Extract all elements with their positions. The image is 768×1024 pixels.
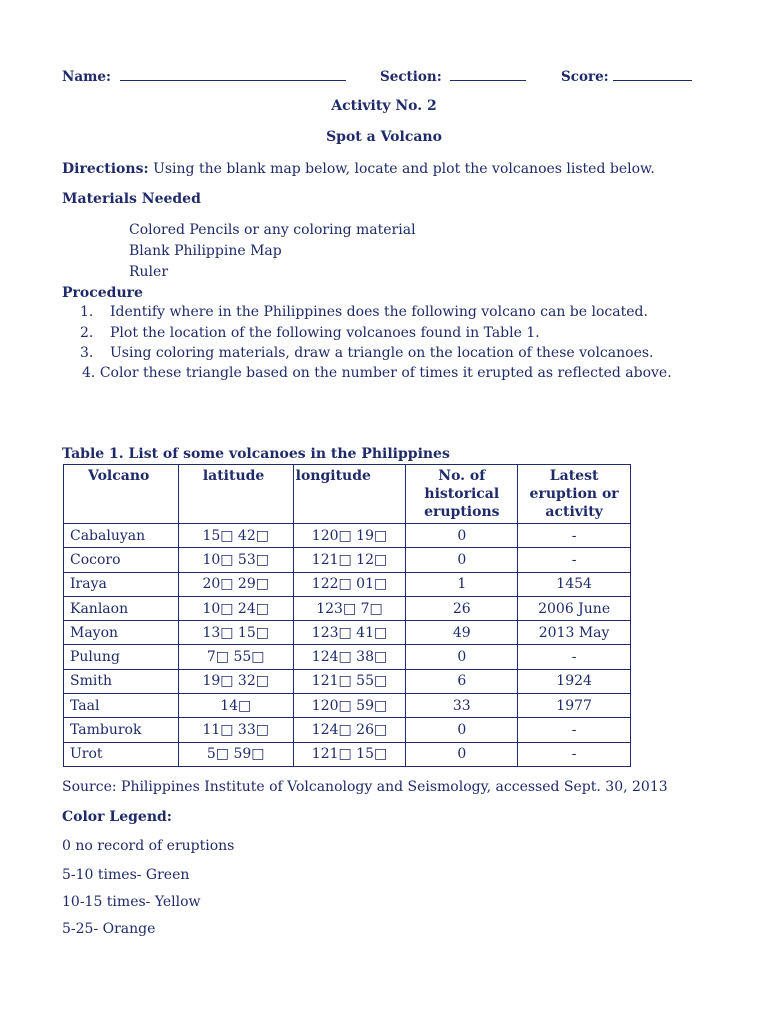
table-row (64, 645, 631, 669)
cell-latitude: 7□ 55□ (178, 645, 293, 669)
column-header-latest: Latest eruption or activity (518, 465, 631, 524)
score-field[interactable] (561, 66, 692, 86)
cell-latest: - (518, 548, 631, 572)
source-note: Source: Philippines Institute of Volcanology and Seismology, accessed Sept. 30, 2013 (62, 779, 668, 795)
score-label: Score: (561, 69, 609, 85)
cell-volcano: Smith (64, 669, 179, 693)
cell-longitude: 123□ 41□ (293, 621, 406, 645)
procedure-step (62, 323, 682, 344)
table-row (64, 572, 631, 596)
cell-eruptions: 1 (406, 572, 518, 596)
cell-volcano: Iraya (64, 572, 179, 596)
column-header-eruptions: No. of historical eruptions (406, 465, 518, 524)
procedure-step-number: 4. (82, 365, 96, 382)
cell-volcano: Kanlaon (64, 596, 179, 620)
table-row (64, 524, 631, 548)
procedure-step-text: Plot the location of the following volcanoes found in Table 1. (110, 324, 540, 341)
procedure-step (62, 343, 682, 364)
procedure-step-wrapper (62, 364, 682, 383)
table-row (64, 596, 631, 620)
legend-item: 5-25- Orange (62, 921, 156, 937)
table-row (64, 669, 631, 693)
cell-longitude: 122□ 01□ (293, 572, 406, 596)
cell-latest: 1977 (518, 694, 631, 718)
cell-latitude: 11□ 33□ (178, 718, 293, 742)
legend-heading: Color Legend: (62, 809, 172, 825)
directions-label: Directions: (62, 161, 149, 177)
cell-longitude: 124□ 38□ (293, 645, 406, 669)
cell-latitude: 13□ 15□ (178, 621, 293, 645)
materials-item: Blank Philippine Map (129, 243, 282, 259)
cell-eruptions: 0 (406, 718, 518, 742)
cell-eruptions: 0 (406, 548, 518, 572)
procedure-step-number: 1. (80, 304, 94, 320)
name-label: Name: (62, 69, 111, 85)
cell-latest: - (518, 718, 631, 742)
materials-item: Ruler (129, 264, 169, 280)
cell-volcano: Cabaluyan (64, 524, 179, 548)
cell-longitude: 121□ 15□ (293, 742, 406, 766)
directions-text: Using the blank map below, locate and plot the volcanoes listed below. (153, 161, 655, 177)
score-blank[interactable] (613, 66, 692, 81)
cell-longitude: 121□ 12□ (293, 548, 406, 572)
procedure-list (62, 302, 682, 383)
cell-eruptions: 33 (406, 694, 518, 718)
cell-longitude: 124□ 26□ (293, 718, 406, 742)
activity-title: Activity No. 2 (331, 98, 437, 114)
section-blank[interactable] (450, 66, 526, 81)
cell-latest: - (518, 742, 631, 766)
table-caption: Table 1. List of some volcanoes in the Philippines (62, 446, 450, 462)
cell-latest: 1924 (518, 669, 631, 693)
name-field[interactable] (62, 66, 346, 86)
procedure-step-text: Identify where in the Philippines does the following volcano can be located. (110, 304, 648, 320)
cell-latitude: 19□ 32□ (178, 669, 293, 693)
cell-eruptions: 6 (406, 669, 518, 693)
column-header-volcano: Volcano (64, 465, 179, 524)
cell-volcano: Tamburok (64, 718, 179, 742)
procedure-step-number: 2. (80, 324, 94, 341)
cell-longitude: 120□ 59□ (293, 694, 406, 718)
materials-heading: Materials Needed (62, 191, 201, 207)
section-field[interactable] (380, 66, 526, 86)
table-row (64, 621, 631, 645)
table-row (64, 742, 631, 766)
cell-longitude: 121□ 55□ (293, 669, 406, 693)
table-header-row (64, 465, 631, 524)
cell-latitude: 14□ (178, 694, 293, 718)
procedure-step-number: 3. (80, 345, 94, 362)
cell-latest: - (518, 524, 631, 548)
legend-item: 10-15 times- Yellow (62, 894, 201, 910)
cell-latest: - (518, 645, 631, 669)
cell-volcano: Urot (64, 742, 179, 766)
materials-item: Colored Pencils or any coloring material (129, 222, 416, 238)
column-header-latitude: latitude (178, 465, 293, 524)
cell-latitude: 10□ 24□ (178, 596, 293, 620)
cell-latitude: 5□ 59□ (178, 742, 293, 766)
cell-eruptions: 49 (406, 621, 518, 645)
table-row (64, 694, 631, 718)
table-row (64, 548, 631, 572)
cell-eruptions: 0 (406, 524, 518, 548)
procedure-step (62, 302, 682, 323)
table-row (64, 718, 631, 742)
procedure-step-text: Using coloring materials, draw a triangle on the location of these volcanoes. (110, 345, 654, 362)
column-header-longitude: longitude (293, 465, 406, 524)
volcano-table-body (64, 524, 631, 767)
legend-item: 5-10 times- Green (62, 867, 190, 883)
directions (62, 160, 655, 178)
cell-volcano: Pulung (64, 645, 179, 669)
section-label: Section: (380, 69, 442, 85)
cell-latest: 1454 (518, 572, 631, 596)
cell-longitude: 120□ 19□ (293, 524, 406, 548)
procedure-step-text: Color these triangle based on the number of times it erupted as reflected above. (99, 365, 672, 382)
cell-latitude: 15□ 42□ (178, 524, 293, 548)
volcano-table (63, 464, 631, 767)
cell-eruptions: 0 (406, 742, 518, 766)
cell-volcano: Mayon (64, 621, 179, 645)
name-blank[interactable] (120, 66, 346, 81)
procedure-heading: Procedure (62, 285, 143, 301)
cell-volcano: Cocoro (64, 548, 179, 572)
activity-subtitle: Spot a Volcano (326, 129, 442, 145)
legend-item: 0 no record of eruptions (62, 838, 235, 854)
cell-latitude: 20□ 29□ (178, 572, 293, 596)
cell-volcano: Taal (64, 694, 179, 718)
cell-eruptions: 0 (406, 645, 518, 669)
cell-eruptions: 26 (406, 596, 518, 620)
cell-latest: 2013 May (518, 621, 631, 645)
cell-latest: 2006 June (518, 596, 631, 620)
cell-longitude: 123□ 7□ (293, 596, 406, 620)
cell-latitude: 10□ 53□ (178, 548, 293, 572)
procedure-step (62, 364, 682, 383)
